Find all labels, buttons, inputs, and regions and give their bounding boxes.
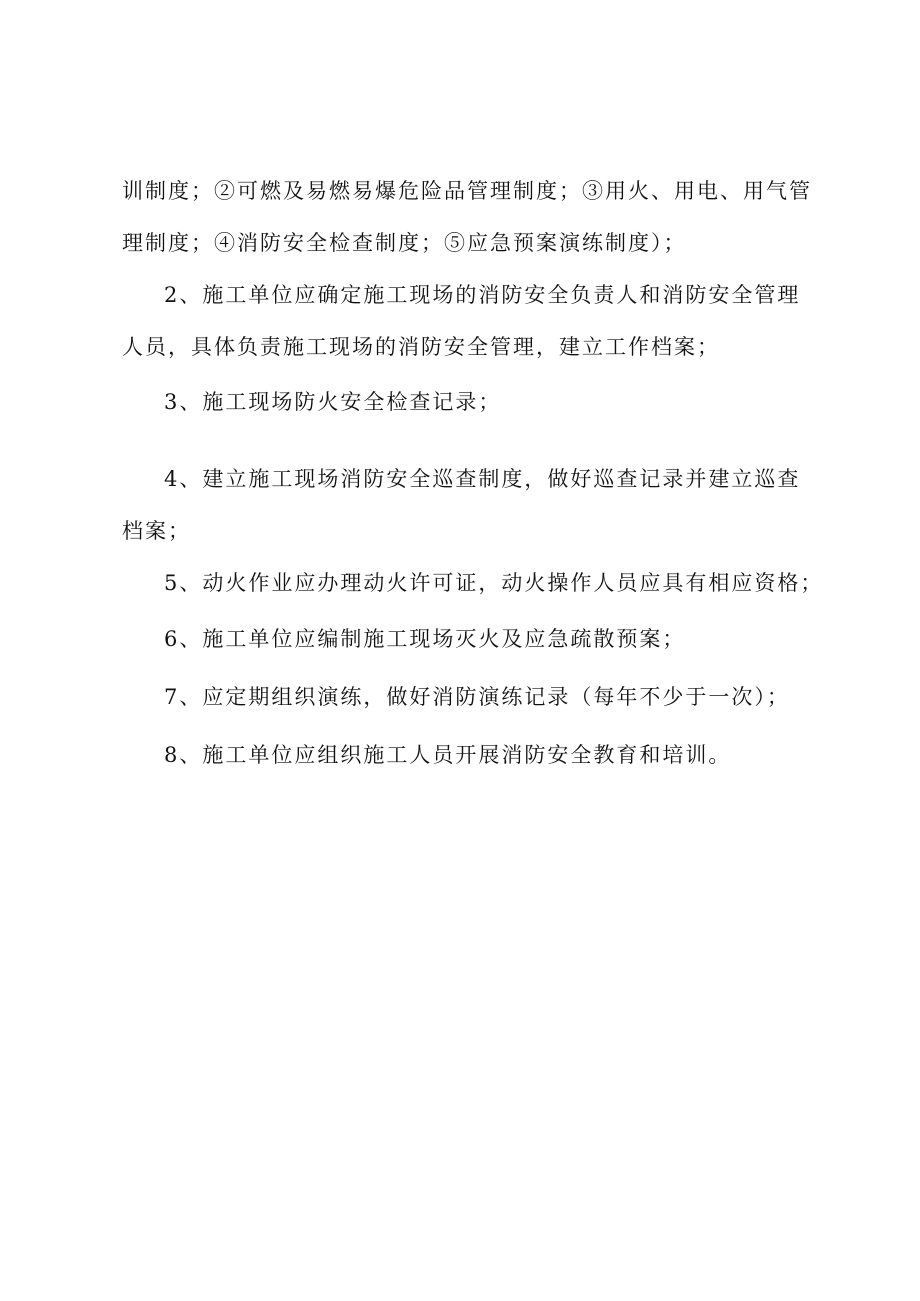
text-line: 人员，具体负责施工现场的消防安全管理，建立工作档案； xyxy=(122,335,720,359)
text-line: 7、应定期组织演练，做好消防演练记录（每年不少于一次）； xyxy=(164,685,790,709)
text-line: 3、施工现场防火安全检查记录； xyxy=(164,390,502,414)
text-line: 档案； xyxy=(122,519,191,543)
text-line: 8、施工单位应组织施工人员开展消防安全教育和培训。 xyxy=(164,743,732,767)
text-line: 5、动火作业应办理动火许可证，动火操作人员应具有相应资格； xyxy=(164,571,824,595)
text-line: 4、建立施工现场消防安全巡查制度，做好巡查记录并建立巡查 xyxy=(164,467,801,491)
text-line: 2、施工单位应确定施工现场的消防安全负责人和消防安全管理 xyxy=(164,283,801,307)
text-line: 6、施工单位应编制施工现场灭火及应急疏散预案； xyxy=(164,627,686,651)
text-line: 训制度；②可燃及易燃易爆危险品管理制度；③用火、用电、用气管 xyxy=(122,179,812,203)
text-line: 理制度；④消防安全检查制度；⑤应急预案演练制度）； xyxy=(122,231,687,255)
